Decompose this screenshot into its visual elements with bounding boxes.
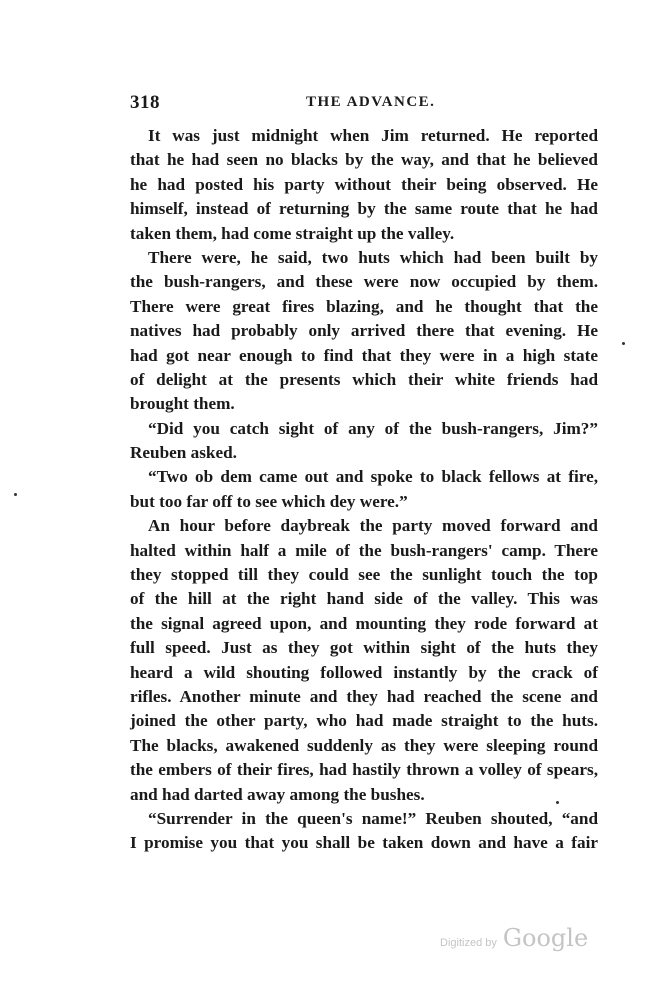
- text-line: “Surrender in the queen's name!” Reuben shouted, “and: [148, 808, 598, 828]
- text-line: himself, instead of returning by the same route that he had: [130, 199, 598, 219]
- text-line: full speed. Just as they got within sight of the huts they: [130, 638, 598, 658]
- body-text: [130, 124, 598, 856]
- text-line: There were, he said, two huts which had been built by: [148, 247, 598, 267]
- google-logo: Google: [502, 924, 589, 952]
- text-line: the bush-rangers, and these were now occupied by them.: [130, 272, 598, 292]
- text-line: had got near enough to find that they were in a high state: [130, 345, 598, 365]
- paragraph: [130, 417, 598, 466]
- text-line: the embers of their fires, had hastily thrown a volley of spears,: [130, 760, 598, 780]
- text-line: but too far off to see which dey were.”: [130, 491, 408, 511]
- text-line: There were great fires blazing, and he thought that the: [130, 296, 598, 316]
- text-line: brought them.: [130, 394, 235, 414]
- text-line: of the hill at the right hand side of the valley. This was: [130, 589, 598, 609]
- text-line: An hour before daybreak the party moved forward and: [148, 516, 598, 536]
- text-line: and had darted away among the bushes.: [130, 784, 425, 804]
- text-line: the signal agreed upon, and mounting they rode forward at: [130, 613, 598, 633]
- digitized-by-google-watermark: [440, 924, 588, 952]
- text-line: natives had probably only arrived there that evening. He: [130, 321, 598, 341]
- text-line: heard a wild shouting followed instantly by the crack of: [130, 662, 598, 682]
- paragraph: [130, 807, 598, 856]
- text-line: taken them, had come straight up the valley.: [130, 223, 455, 243]
- running-title: THE ADVANCE.: [306, 94, 436, 110]
- text-line: “Two ob dem came out and spoke to black fellows at fire,: [148, 467, 598, 487]
- text-line: halted within half a mile of the bush-rangers' camp. There: [130, 540, 598, 560]
- scan-speck: [556, 801, 559, 804]
- paragraph: [130, 514, 598, 807]
- scan-speck: [14, 493, 17, 496]
- running-head: [130, 92, 598, 116]
- paragraph: [130, 465, 598, 514]
- paragraph: [130, 124, 598, 246]
- text-line: he had posted his party without their being observed. He: [130, 174, 598, 194]
- text-line: “Did you catch sight of any of the bush-rangers, Jim?”: [148, 418, 598, 438]
- text-line: that he had seen no blacks by the way, and that he believed: [130, 150, 598, 170]
- text-line: The blacks, awakened suddenly as they were sleeping round: [130, 735, 598, 755]
- text-line: Reuben asked.: [130, 443, 237, 463]
- text-line: they stopped till they could see the sunlight touch the top: [130, 565, 598, 585]
- text-line: rifles. Another minute and they had reached the scene and: [130, 686, 598, 706]
- text-line: It was just midnight when Jim returned. He reported: [148, 126, 598, 145]
- text-line: of delight at the presents which their white friends had: [130, 369, 598, 389]
- text-line: I promise you that you shall be taken down and have a fair: [130, 833, 598, 853]
- page-number: 318: [130, 92, 160, 113]
- scan-speck: [622, 342, 625, 345]
- paragraph: [130, 246, 598, 417]
- text-line: joined the other party, who had made straight to the huts.: [130, 711, 598, 731]
- watermark-prefix: Digitized by: [440, 937, 497, 949]
